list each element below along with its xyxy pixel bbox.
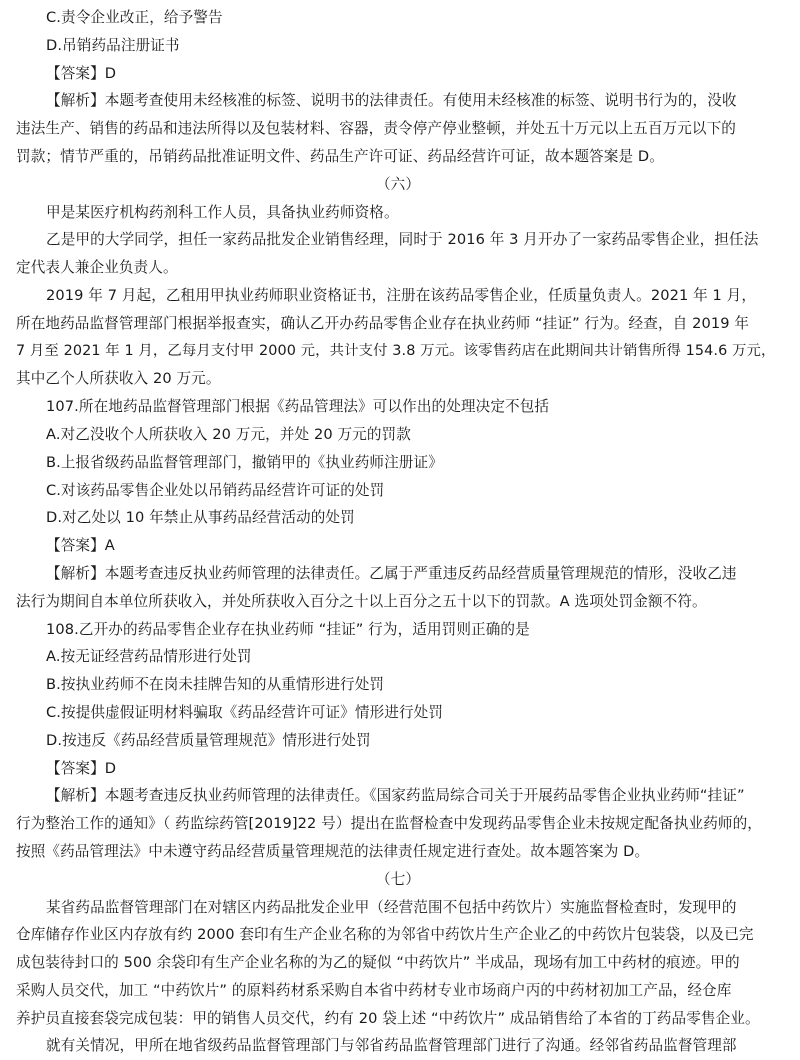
text-line: D.吊销药品注册证书 [46,36,180,54]
section-heading: （六） [375,175,421,193]
text-line: 养护员直接套袋完成包装：甲的销售人员交代，约有 20 袋上述 “中药饮片” 成品销售给了本省的丁药品零售企业。 [16,1009,760,1027]
text-line: 某省药品监督管理部门在对辖区内药品批发企业甲（经营范围不包括中药饮片）实施监督检查时，发现甲的 [46,898,737,916]
text-line: B.上报省级药品监督管理部门，撤销甲的《执业药师注册证》 [46,453,443,471]
text-line: 行为整治工作的通知》（ 药监综药管[2019]22 号）提出在监督检查中发现药品零售企业未按规定配备执业药师的， [16,815,762,833]
text-line: 【解析】本题考查违反执业药师管理的法律责任。《国家药监局综合司关于开展药品零售企业执业药师“挂证” [46,787,745,805]
text-line: 罚款；情节严重的，吊销药品批准证明文件、药品生产许可证、药品经营许可证，故本题答案是 D。 [16,147,664,165]
text-line: D.对乙处以 10 年禁止从事药品经营活动的处罚 [46,509,355,527]
text-line: 【答案】D [46,759,117,777]
text-line: 2019 年 7 月起，乙租用甲执业药师职业资格证书，注册在该药品零售企业，任质量负责人。2021 年 1 月， [46,286,757,304]
text-line: C.按提供虚假证明材料骗取《药品经营许可证》情形进行处罚 [46,703,444,721]
text-line: 采购人员交代，加工 “中药饮片” 的原料药材系采购自本省中药材专业市场商户丙的中药材初加工产品，经仓库 [16,981,732,999]
text-line: 【答案】A [46,537,115,555]
text-line: C.对该药品零售企业处以吊销药品经营许可证的处罚 [46,481,385,499]
section-heading: （七） [375,870,421,888]
text-line: 【答案】D [46,64,117,82]
text-line: 【解析】本题考查使用未经核准的标签、说明书的法律责任。有使用未经核准的标签、说明书行为的，没收 [46,92,737,110]
text-line: 成包装待封口的 500 余袋印有生产企业名称的为乙的疑似 “中药饮片” 半成品，现场有加工中药材的痕迹。甲的 [16,954,740,972]
text-line: 108.乙开办的药品零售企业存在执业药师 “挂证” 行为，适用罚则正确的是 [46,620,530,638]
document-page [0,4,800,1058]
text-line: C.责令企业改正，给予警告 [46,9,223,26]
text-line: 法行为期间自本单位所获收入，并处所获收入百分之十以上百分之五十以下的罚款。A 选项处罚金额不符。 [16,592,707,610]
text-line: 按照《药品管理法》中未遵守药品经营质量管理规范的法律责任规定进行查处。故本题答案为 D。 [16,842,650,860]
text-line: 7 月至 2021 年 1 月，乙每月支付甲 2000 元，共计支付 3.8 万元。该零售药店在此期间共计销售所得 154.6 万元， [16,342,776,359]
text-line: 定代表人兼企业负责人。 [16,259,178,277]
text-line: 所在地药品监督管理部门根据举报查实，确认乙开办药品零售企业存在执业药师 “挂证” 行为。经查，自 2019 年 [16,314,750,332]
text-line: A.按无证经营药品情形进行处罚 [46,648,252,666]
text-line: D.按违反《药品经营质量管理规范》情形进行处罚 [46,731,371,749]
text-line: 违法生产、销售的药品和违法所得以及包装材料、容器，责令停产停业整顿，并处五十万元以上五百万元以下的 [16,120,736,138]
text-line: 【解析】本题考查违反执业药师管理的法律责任。乙属于严重违反药品经营质量管理规范的情形，没收乙违 [46,564,737,582]
text-line: A.对乙没收个人所获收入 20 万元，并处 20 万元的罚款 [46,425,411,443]
text-line: 其中乙个人所获收入 20 万元。 [16,370,221,388]
text-line: B.按执业药师不在岗未挂牌告知的从重情形进行处罚 [46,676,385,694]
text-line: 甲是某医疗机构药剂科工作人员，具备执业药师资格。 [46,203,399,221]
text-line: 仓库储存作业区内存放有约 2000 套印有生产企业名称的为邻省中药饮片生产企业乙的中药饮片包装袋，以及已完 [16,926,754,944]
text-line: 就有关情况，甲所在地省级药品监督管理部门与邻省药品监督管理部门进行了沟通。经邻省药品监督管理部 [46,1037,737,1055]
text-line: 107.所在地药品监督管理部门根据《药品管理法》可以作出的处理决定不包括 [46,398,550,416]
text-line: 乙是甲的大学同学，担任一家药品批发企业销售经理，同时于 2016 年 3 月开办了一家药品零售企业，担任法 [46,231,759,249]
